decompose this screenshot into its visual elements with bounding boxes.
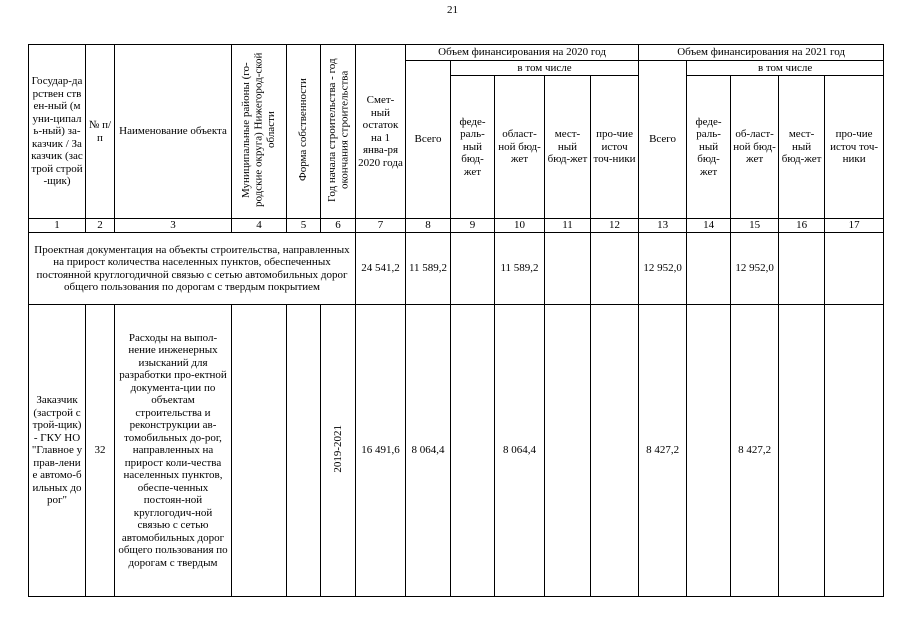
- section-total-2021: 12 952,0: [639, 233, 687, 305]
- section-local-2020: [545, 233, 591, 305]
- financing-table: [28, 44, 884, 597]
- header-local-2021: мест-ный бюд-жет: [779, 76, 825, 219]
- header-funding-2021: Объем финансирования на 2021 год: [639, 45, 884, 61]
- row-other-2020: [591, 305, 639, 597]
- column-number: 11: [545, 219, 591, 233]
- section-regional-2021: 12 952,0: [731, 233, 779, 305]
- header-years: Год начала строительства - год окончания строительства: [321, 45, 356, 219]
- header-regional-2020: област-ной бюд-жет: [495, 76, 545, 219]
- column-number: 1: [29, 219, 86, 233]
- row-local-2021: [779, 305, 825, 597]
- column-number: 12: [591, 219, 639, 233]
- header-other-2020: про-чие источ точ-ники: [591, 76, 639, 219]
- row-local-2020: [545, 305, 591, 597]
- section-row: [29, 233, 884, 305]
- header-including-2021: в том числе: [687, 60, 884, 76]
- row-number: 32: [86, 305, 115, 597]
- column-number: 9: [451, 219, 495, 233]
- section-regional-2020: 11 589,2: [495, 233, 545, 305]
- header-customer: Государ-дарствен ствен-ный (муни-ципаль-ный) за-казчик / Заказчик (застрой строй-щик): [29, 45, 86, 219]
- column-number: 14: [687, 219, 731, 233]
- row-years: 2019-2021: [321, 305, 356, 597]
- column-number: 16: [779, 219, 825, 233]
- row-regional-2020: 8 064,4: [495, 305, 545, 597]
- row-total-2020: 8 064,4: [406, 305, 451, 597]
- column-number-row: [29, 219, 884, 233]
- page-number: 21: [447, 4, 458, 16]
- column-number: 3: [115, 219, 232, 233]
- column-number: 4: [232, 219, 287, 233]
- header-object-name: Наименование объекта: [115, 45, 232, 219]
- row-other-2021: [825, 305, 884, 597]
- column-number: 10: [495, 219, 545, 233]
- section-estimate: 24 541,2: [356, 233, 406, 305]
- row-districts: [232, 305, 287, 597]
- header-total-2020: Всего: [406, 60, 451, 219]
- column-number: 13: [639, 219, 687, 233]
- row-regional-2021: 8 427,2: [731, 305, 779, 597]
- row-object-name: Расходы на выпол-нение инженерных изысканий для разработки про-ектной документа-ции по объектам строительства и реконструкции ав-томобильных до-рог, направленных на прирост коли-чества населенных пунктов, обеспе-ченных постоян-ной круглогодич-ной связью с сетью автомобильных дорог общего пользования по дорогам с твердым: [115, 305, 232, 597]
- header-regional-2021: об-ласт-ной бюд-жет: [731, 76, 779, 219]
- header-row-1: [29, 45, 884, 61]
- section-local-2021: [779, 233, 825, 305]
- row-total-2021: 8 427,2: [639, 305, 687, 597]
- column-number: 7: [356, 219, 406, 233]
- header-number: № п/п: [86, 45, 115, 219]
- row-estimate: 16 491,6: [356, 305, 406, 597]
- column-number: 15: [731, 219, 779, 233]
- header-funding-2020: Объем финансирования на 2020 год: [406, 45, 639, 61]
- section-federal-2021: [687, 233, 731, 305]
- column-number: 5: [287, 219, 321, 233]
- row-customer: Заказчик (застрой строй-щик) - ГКУ НО "Главное управ-ление автомо-бильных дорог": [29, 305, 86, 597]
- section-federal-2020: [451, 233, 495, 305]
- header-total-2021: Всего: [639, 60, 687, 219]
- header-including-2020: в том числе: [451, 60, 639, 76]
- column-number: 2: [86, 219, 115, 233]
- table-row: [29, 305, 884, 597]
- row-federal-2020: [451, 305, 495, 597]
- section-other-2020: [591, 233, 639, 305]
- section-total-2020: 11 589,2: [406, 233, 451, 305]
- header-estimate: Смет-ный остаток на 1 янва-ря 2020 года: [356, 45, 406, 219]
- column-number: 8: [406, 219, 451, 233]
- header-other-2021: про-чие источ точ-ники: [825, 76, 884, 219]
- section-other-2021: [825, 233, 884, 305]
- header-local-2020: мест-ный бюд-жет: [545, 76, 591, 219]
- header-ownership: Форма собственности: [287, 45, 321, 219]
- header-districts: Муниципальные районы (го-родские округа) Нижегород-ской области: [232, 45, 287, 219]
- header-federal-2020: феде-раль-ный бюд-жет: [451, 76, 495, 219]
- section-title: Проектная документация на объекты строительства, направленных на прирост количества населенных пунктов, обеспеченных постоянной круглогодичной связью с сетью автомобильных дорог общего пользования по дорогам с твердым покрытием: [29, 233, 356, 305]
- column-number: 17: [825, 219, 884, 233]
- row-federal-2021: [687, 305, 731, 597]
- row-ownership: [287, 305, 321, 597]
- header-federal-2021: феде-раль-ный бюд-жет: [687, 76, 731, 219]
- column-number: 6: [321, 219, 356, 233]
